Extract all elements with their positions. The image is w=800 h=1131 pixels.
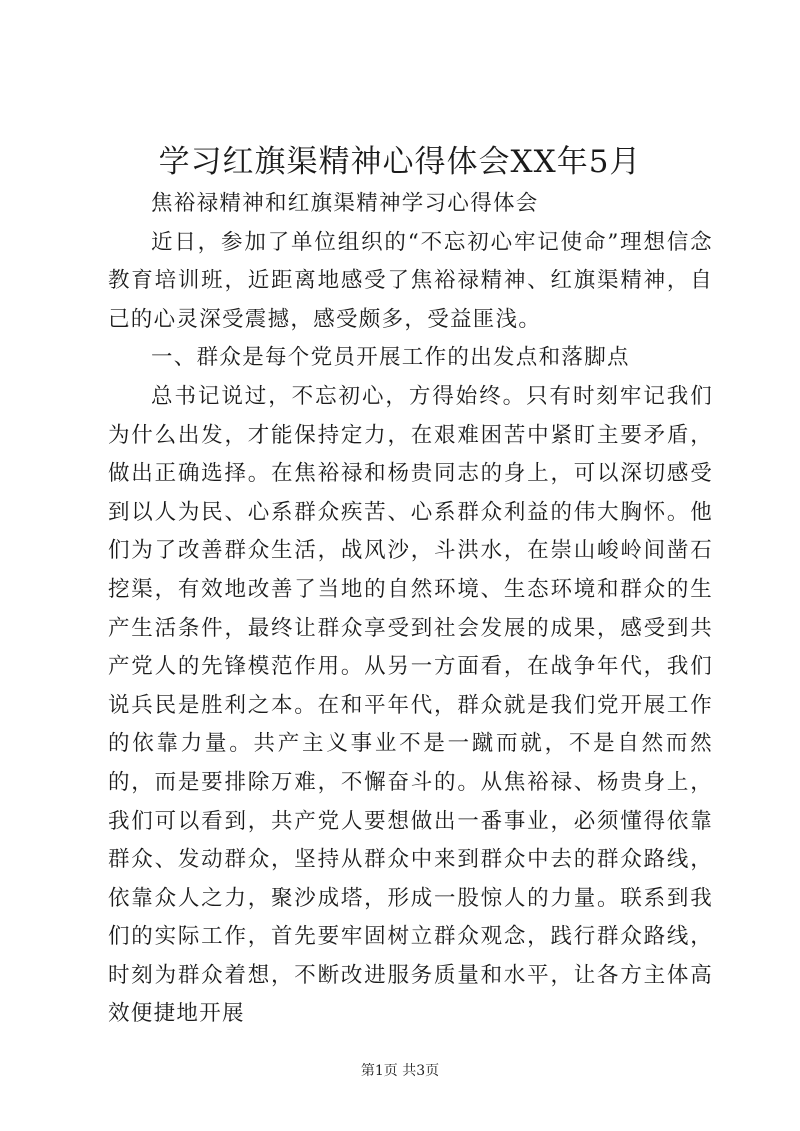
paragraph-intro: 近日，参加了单位组织的“不忘初心牢记使命”理想信念教育培训班，近距离地感受了焦裕禄精神、红旗渠精神，自己的心灵深受震撼，感受颇多，受益匪浅。 — [108, 229, 713, 332]
paragraph-body: 总书记说过，不忘初心，方得始终。只有时刻牢记我们为什么出发，才能保持定力，在艰难困苦中紧盯主要矛盾，做出正确选择。在焦裕禄和杨贵同志的身上，可以深切感受到以人为民、心系群众疾苦、心系群众利益的伟大胸怀。他们为了改善群众生活，战风沙，斗洪水，在崇山峻岭间凿石挖渠，有效地改善了当地的自然环境、生态环境和群众的生产生活条件，最终让群众享受到社会发展的成果，感受到共产党人的先锋模范作用。从另一方面看，在战争年代，我们说兵民是胜利之本。在和平年代，群众就是我们党开展工作的依靠力量。共产主义事业不是一蹴而就，不是自然而然的，而是要排除万难，不懈奋斗的。从焦裕禄、杨贵身上，我们可以看到，共产党人要想做出一番事业，必须懂得依靠群众、发动群众，坚持从群众中来到群众中去的群众路线，依靠众人之力，聚沙成塔，形成一股惊人的力量。联系到我们的实际工作，首先要牢固树立群众观念，践行群众路线，时刻为群众着想，不断改进服务质量和水平，让各方主体高效便捷地开展 — [108, 383, 713, 1027]
page-footer: 第1页 共3页 — [360, 1063, 440, 1079]
document-title: 学习红旗渠精神心得体会XX年5月 — [158, 144, 642, 180]
section-heading-1: 一、群众是每个党员开展工作的出发点和落脚点 — [151, 345, 630, 371]
paragraph-subtitle: 焦裕禄精神和红旗渠精神学习心得体会 — [151, 191, 539, 216]
document-body — [108, 185, 713, 1034]
